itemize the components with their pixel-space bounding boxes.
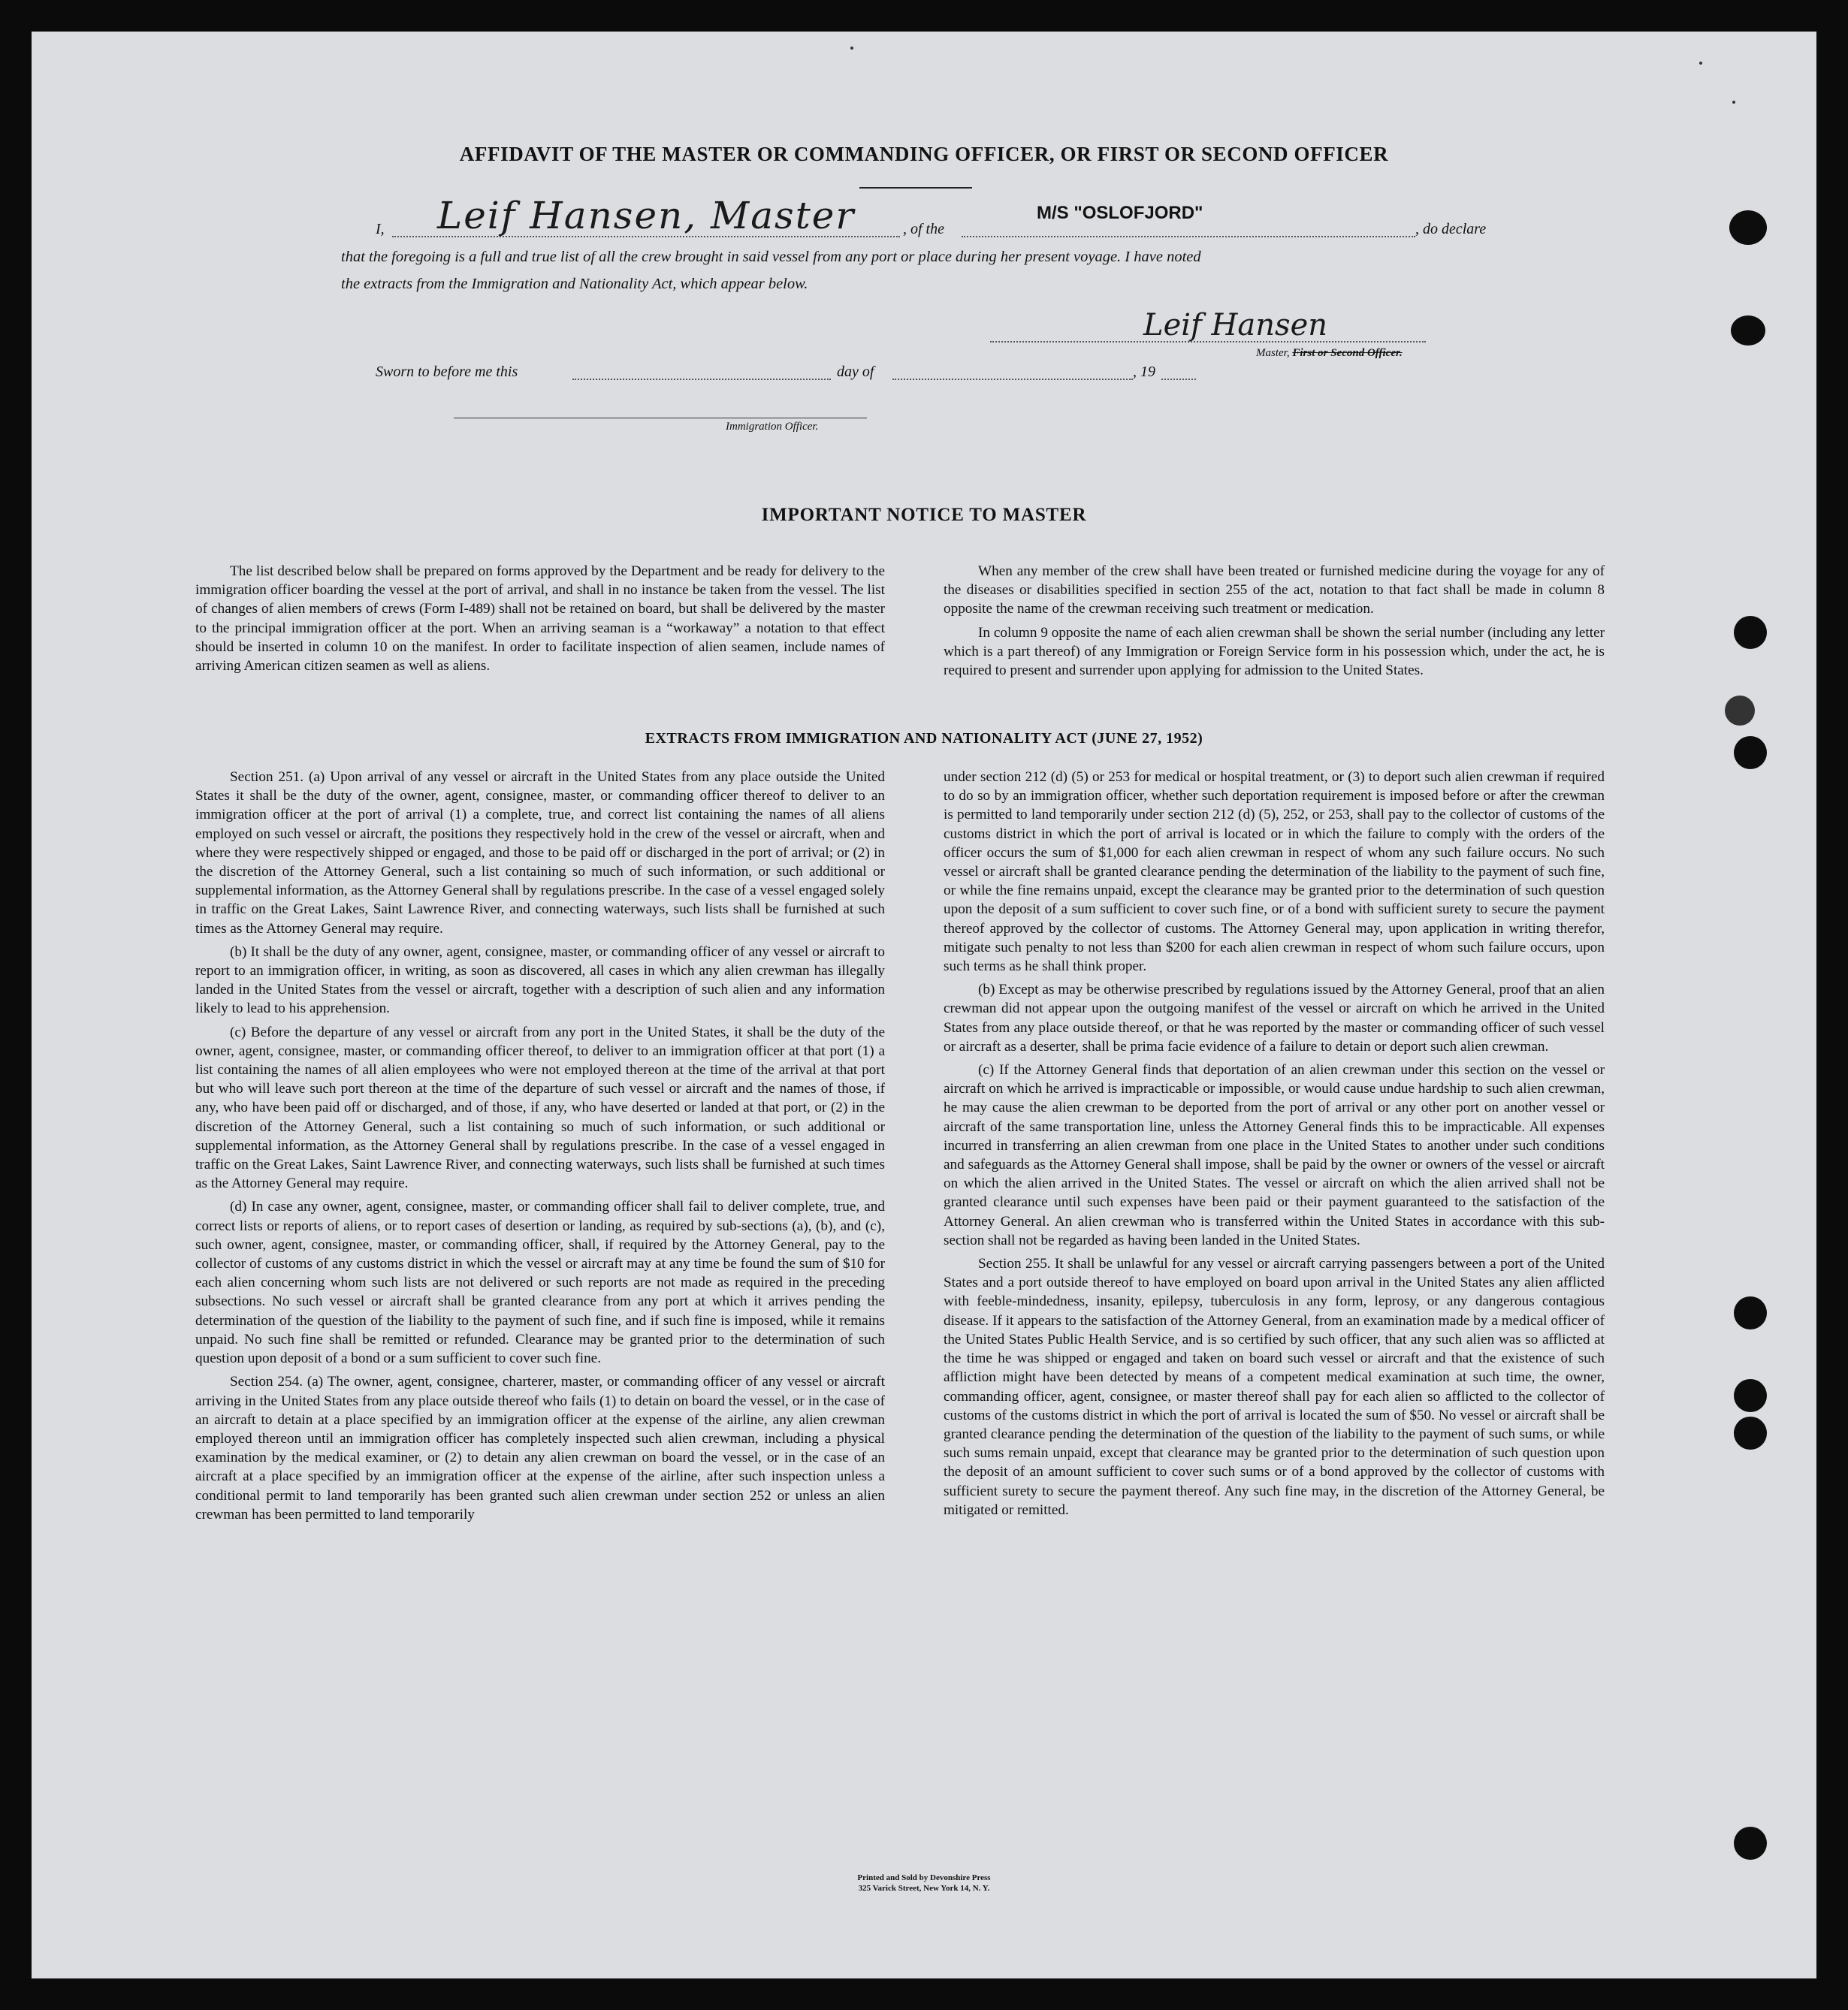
- extract-left-p1: Section 251. (a) Upon arrival of any vessel or aircraft in the United States from any place outside the United States it shall be the duty of the owner, agent, consignee, master, or commanding officer thereof to deliver to an immigration officer at the port of arrival (1) a complete, true, and correct list containing the names of all aliens employed on such vessel or aircraft, the positions they respectively hold in the crew of the vessel or aircraft, when and where they were respectively shipped or engaged, and those to be paid off or discharged in the port of arrival; or (2) in the discretion of the Attorney General, such a list containing so much of such information, or such additional or supplemental information, as the Attorney General shall by regulations prescribe. In the case of a vessel engaged solely in traffic on the Great Lakes, Saint Lawrence River, and connecting waterways, such lists shall be furnished at such times as the Attorney General may require.: [195, 769, 885, 937]
- day-of-label: day of: [837, 364, 874, 380]
- extract-right-p3: (c) If the Attorney General finds that deportation of an alien crewman under this section on the vessel or aircraft on which he arrived is impracticable or impossible, or would cause undue hardship to such alien crewman, he may cause the alien crewman to be deported from the port of arrival or any other port on another vessel or aircraft of the same transportation line, unless the Attorney General finds this to be impracticable. All expenses incurred in transferring an alien crewman from one place in the United States to another under such conditions and safeguards as the Attorney General shall impose, shall be paid by the owner or owners of the vessel or aircraft on which the alien arrived in the United States. The vessel or aircraft on which the alien arrived shall not be granted clearance until such expenses have been paid or their payment guaranteed to the satisfaction of the Attorney General. An alien crewman who is transferred within the United States in accordance with this sub-section shall not be regarded as having been landed in the United States.: [944, 1062, 1605, 1248]
- notice-heading: IMPORTANT NOTICE TO MASTER: [761, 505, 1087, 525]
- imprint-line-1: Printed and Sold by Devonshire Press: [857, 1873, 991, 1882]
- extracts-right-column: [944, 768, 1605, 1524]
- notice-right-column: [944, 562, 1605, 684]
- year-label: , 19: [1133, 364, 1155, 380]
- punch-hole-3: [1734, 616, 1767, 649]
- extract-left-p4: (d) In case any owner, agent, consignee, master, or commanding officer shall fail to deliver complete, true, and correct lists or reports of aliens, or to report cases of desertion or landing, as required by sub-sections (a), (b), and (c), such owner, agent, consignee, master, or commanding officer, shall, if required by the Attorney General, pay to the collector of customs of any customs district in which the vessel or aircraft may at any time be found the sum of $10 for each alien concerning whom such lists are not delivered or such reports are not made as required in the preceding subsections. No such vessel or aircraft shall be granted clearance from any port at which it arrives pending the determination of the question of the liability to the payment of such fine, and if such fine is imposed, while it remains unpaid. No such fine shall be remitted or refunded. Clearance may be granted prior to the determination of such question upon deposit of a bond or a sum sufficient to cover such fine.: [195, 1199, 885, 1367]
- punch-hole-6: [1734, 1296, 1767, 1329]
- immigration-officer-label: Immigration Officer.: [726, 421, 819, 433]
- form-page: [32, 32, 1816, 1978]
- extract-right-p2: (b) Except as may be otherwise prescribed by regulations issued by the Attorney General, proof that an alien crewman did not appear upon the outgoing manifest of the vessel or aircraft on which he arrived in the United States from any place outside thereof, or that he was reported by the master or commanding officer of such vessel or aircraft as a deserter, shall be prima facie evidence of a failure to detain or deport such alien crewman.: [944, 982, 1605, 1055]
- i-label: I,: [376, 221, 385, 237]
- vessel-field[interactable]: [962, 236, 1415, 237]
- signer-title-master: Master,: [1256, 347, 1290, 359]
- extract-left-p5: Section 254. (a) The owner, agent, consignee, charterer, master, or commanding officer of any vessel or aircraft arriving in the United States from any place outside thereof who fails (1) to detain on board the vessel, or in the case of an aircraft to detain at a place specified by an immigration officer at the expense of the airline, any alien crewman employed thereon until an immigration officer has completely inspected such alien crewman, including a physical examination by the medical examiner, or (2) to detain any alien crewman on board the vessel, or in the case of an aircraft at a place specified by an immigration officer at the expense of the airline, after such inspection unless a conditional permit to land temporarily has been granted such alien crewman under section 252 or unless an alien crewman has been permitted to land temporarily: [195, 1374, 885, 1523]
- sworn-day-field[interactable]: [572, 379, 831, 380]
- extract-right-p1: under section 212 (d) (5) or 253 for medical or hospital treatment, or (3) to deport such alien crewman if required to do so by an immigration officer, whether such deportation requirement is imposed before or after the crewman is permitted to land temporarily under section 212 (d) (5), 252, or 253, shall pay to the collector of customs of the customs district in which the port of arrival is located or in which the failure to comply with the orders of the officer occurs the sum of $1,000 for each alien crewman in respect of whom any such failure occurs. No such vessel or aircraft shall be granted clearance pending the determination of the liability to the payment of such fine, or while the fine remains unpaid, except the clearance may be granted prior to the determination of such question upon the deposit of a sum sufficient to cover such fine, or of a bond with sufficient surety to secure the payment thereof approved by the collector of customs. The Attorney General may, upon application in writing therefor, mitigate such penalty to not less than $200 for each alien crewman in respect of whom such failure occurs, upon such terms as he shall think proper.: [944, 769, 1605, 975]
- sworn-year-field[interactable]: [1161, 379, 1196, 380]
- extract-right-p4: Section 255. It shall be unlawful for any vessel or aircraft carrying passengers between a port of the United States and a port outside thereof to have employed on board upon arrival in the United States any alien afflicted with feeble-mindedness, insanity, epilepsy, tuberculosis in any form, leprosy, or any dangerous contagious disease. If it appears to the satisfaction of the Attorney General, from an examination made by a medical officer of the United States Public Health Service, and is so certified by such officer, that any such alien was so afflicted at the time he was shipped or engaged and taken on board such vessel or aircraft and that the existence of such affliction might have been detected by means of a competent medical examination at such time, the owner, commanding officer, agent, consignee, or master thereof shall pay for each alien so afflicted to the collector of customs of the customs district in which the port of arrival is located the sum of $50. No vessel or aircraft shall be granted clearance pending the determination of the question of the liability to the payment of such sums, or while such sums remain unpaid, except that clearance may be granted prior to the determination of such question upon the deposit of an amount sufficient to cover such sums or of a bond approved by the collector of customs with sufficient surety to secure the payment thereof. Any such fine may, in the discretion of the Attorney General, be mitigated or remitted.: [944, 1256, 1605, 1518]
- extract-left-p3: (c) Before the departure of any vessel or aircraft from any port in the United States, it shall be the duty of the owner, agent, consignee, master, or commanding officer thereof, to deliver to an immigration officer at that port (1) a list containing the names of all alien employees who were not employed thereon at the time of the arrival at that port but who will leave such port thereon at the time of the departure of such vessel or aircraft and the names of those, if any, who have been paid off or discharged, and of those, if any, who have deserted or landed at that port, or (2) in the discretion of the Attorney General, such a list containing so much of such information, or such additional or supplemental information, as the Attorney General shall by regulations prescribe. In the case of a vessel engaged in traffic on the Great Lakes, Saint Lawrence River, and connecting waterways, such lists shall be furnished at such times as the Attorney General may require.: [195, 1024, 885, 1192]
- extracts-heading: EXTRACTS FROM IMMIGRATION AND NATIONALITY ACT (JUNE 27, 1952): [645, 730, 1203, 747]
- sworn-month-field[interactable]: [892, 379, 1133, 380]
- declaration-line-2: the extracts from the Immigration and Nationality Act, which appear below.: [341, 276, 808, 292]
- punch-hole-7: [1734, 1379, 1767, 1412]
- title-rule: [859, 187, 972, 189]
- printer-imprint: [32, 1873, 1816, 1894]
- notice-left-text: The list described below shall be prepared on forms approved by the Department and be ready for delivery to the immigration officer boarding the vessel at the port of arrival, and shall in no instance be taken from the vessel. The list of changes of alien members of crews (Form I-489) shall not be retained on board, but shall be delivered by the master to the principal immigration officer at the port. When an arriving seaman is a “workaway” a notation to that effect should be inserted in column 10 on the manifest. In order to facilitate inspection of alien seamen, include names of arriving American citizen seamen as well as aliens.: [195, 563, 885, 675]
- extract-left-p2: (b) It shall be the duty of any owner, agent, consignee, master, or commanding officer of any vessel or aircraft to report to an immigration officer, in writing, as soon as discovered, all cases in which any alien crewman has illegally landed in the United States from the vessel or aircraft, together with a description of such alien and any information likely to lead to his apprehension.: [195, 943, 885, 1017]
- notice-right-p1: When any member of the crew shall have been treated or furnished medicine during the voyage for any of the diseases or disabilities specified in section 255 of the act, notation to that fact shall be made in column 8 opposite the name of the crewman receiving such treatment or medication.: [944, 563, 1605, 617]
- declaration-line-1: that the foregoing is a full and true list of all the crew brought in said vessel from any port or place during her present voyage. I have noted: [341, 249, 1201, 265]
- extracts-left-column: [195, 768, 885, 1529]
- signer-title-struck: First or Second Officer.: [1292, 347, 1403, 359]
- signer-title: [1256, 347, 1403, 360]
- signature-handwritten: Leif Hansen: [1143, 308, 1327, 343]
- punch-hole-8: [1734, 1417, 1767, 1450]
- vessel-name: M/S "OSLOFJORD": [1037, 203, 1203, 223]
- do-declare-label: , do declare: [1415, 221, 1487, 237]
- punch-hole-9: [1734, 1827, 1767, 1860]
- imprint-line-2: 325 Varick Street, New York 14, N. Y.: [858, 1884, 990, 1893]
- of-the-label: , of the: [903, 221, 944, 237]
- notice-right-p2: In column 9 opposite the name of each alien crewman shall be shown the serial number (including any letter which is a part thereof) of any Immigration or Foreign Service form in his possession which, under the act, he is required to present and surrender upon applying for admission to the United States.: [944, 624, 1605, 679]
- punch-hole-4: [1725, 696, 1755, 726]
- sworn-label: Sworn to before me this: [376, 364, 518, 380]
- punch-hole-2: [1731, 315, 1765, 346]
- notice-left-column: [195, 562, 885, 680]
- master-name-handwritten: Leif Hansen, Master: [437, 194, 856, 237]
- affidavit-title: AFFIDAVIT OF THE MASTER OR COMMANDING OFFICER, OR FIRST OR SECOND OFFICER: [459, 143, 1389, 165]
- punch-hole-1: [1729, 210, 1767, 245]
